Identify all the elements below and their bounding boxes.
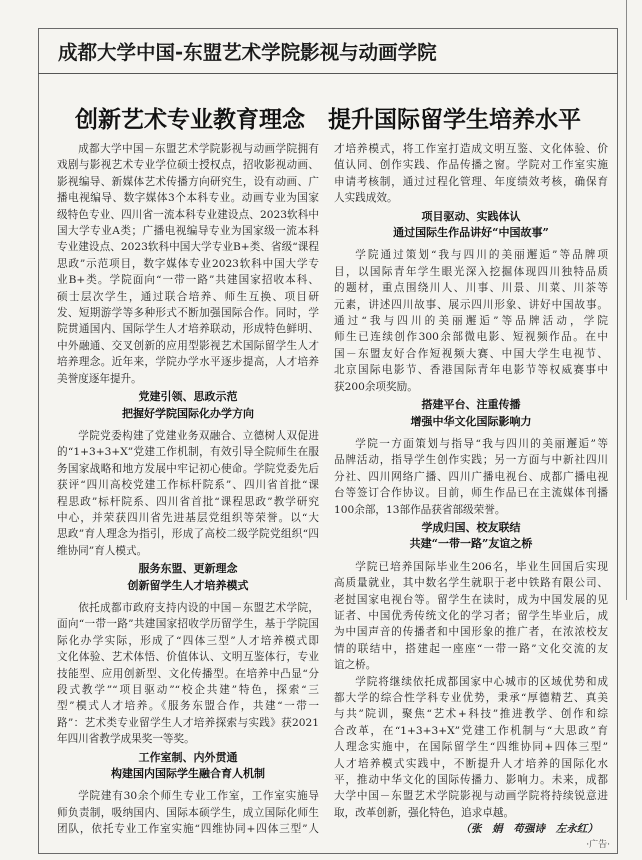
text-line: 硕士层次学生，通过联合培养、师生互换、项目研	[57, 290, 319, 303]
text-line: 师生已连续创作300余部微电影、短视频作品。在中	[334, 331, 608, 344]
text-line: 人实践成效。	[334, 192, 398, 205]
text-line: 思政”育人理念为指引，形成了高校二级学院党组织“四	[57, 528, 319, 541]
text-line: 成都大学中国－东盟艺术学院影视与动画学院拥有	[78, 143, 319, 155]
text-line: 合改革，在“1+3+3+X”党建工作机制与“大思政”育	[334, 724, 608, 737]
text-line: 师负责制，吸纳国内、国际本硕学生，成立国际化师生	[57, 806, 319, 819]
text-line: 台等签订合作协议。目前，师生作品已在主流媒体刊播	[334, 487, 608, 500]
subheading-kicker: 服务东盟、更新理念	[138, 562, 238, 576]
section-subheading	[334, 397, 608, 430]
text-line: 学院已培养国际毕业生206名，毕业生回国后实现	[355, 560, 608, 573]
text-line: 美誉度逐年提升。	[57, 372, 142, 385]
text-line: 院贯通国内、国际学生人才培养联动，形成特色鲜明、	[57, 323, 319, 336]
article-paragraph	[57, 141, 319, 387]
subheading-kicker: 党建引领、思政示范	[138, 390, 238, 404]
text-line: 中心，并荣获四川省先进基层党组织等荣誉。以“大	[57, 511, 319, 524]
text-line: 平，推动中华文化的国际传播力、影响力。未来，成都	[334, 774, 608, 787]
text-line: 才培养模式，将工作室打造成文明互鉴、文化体验、价	[334, 143, 608, 155]
section-subheading	[334, 209, 608, 242]
text-line: 际化办学实际，形成了“四体三型”人才培养模式即	[57, 634, 319, 647]
text-line: 老挝国家电视台等。留学生在读时，成为中国发展的见	[334, 593, 608, 606]
subheading-title: 增强中华文化国际影响力	[410, 414, 532, 428]
text-line: 都大学的综合性学科专业优势，秉承“厚德精艺、真美	[334, 692, 608, 704]
advertisement-label: ·广告·	[586, 840, 610, 850]
text-line: 谊之桥。	[334, 659, 377, 672]
section-subheading	[57, 389, 319, 422]
title-rule	[38, 73, 618, 74]
article-paragraph	[334, 674, 608, 822]
article-paragraph	[57, 788, 319, 837]
text-line: 100余部，13部作品获省部级荣誉。	[334, 503, 506, 516]
text-line: 为中国声音的传播者和中国形象的推广者，在浓浓校友	[334, 626, 608, 639]
text-line: 学院一方面策划与指导“我与四川的美丽邂逅”等	[355, 437, 608, 450]
text-line: 型”模式人才培养。《服务东盟合作，共建“一带一	[57, 700, 319, 713]
article-headline: 创新艺术专业教育理念 提升国际留学生培养水平	[75, 106, 581, 133]
article-paragraph	[334, 141, 608, 207]
author-byline: （张 娟 苟强诗 左永红）	[460, 823, 598, 836]
text-line: 获200余项奖励。	[334, 380, 418, 393]
text-line: 学院通过策划“我与四川的美丽邂逅”等品牌项	[355, 249, 608, 262]
left-column-text	[57, 141, 319, 838]
article-paragraph	[334, 436, 608, 518]
text-line: 程思政”标杆院系、四川省首批“课程思政”教学研究	[57, 495, 319, 508]
text-line: 维协同”育人模式。	[57, 544, 148, 557]
text-line: 国大学专业A类；广播电视编导专业为国家级一流本科	[57, 225, 319, 238]
text-line: 分社、四川网络广播、四川广播电视台、成都广播电视	[334, 470, 608, 483]
subheading-title: 把握好学院国际化办学方向	[122, 406, 254, 420]
right-column-text	[334, 141, 608, 821]
text-line: 的题材，重点围绕川人、川事、川景、川菜、川茶等	[334, 282, 608, 295]
text-line: 大学中国－东盟艺术学院影视与动画学院将持续锐意进	[334, 790, 608, 803]
section-subheading	[334, 520, 608, 553]
text-line: 品牌活动，指导学生创作实践；另一方面与中新社四川	[334, 454, 608, 467]
text-line: 文化体验、艺术体悟、价值体认、文明互鉴体行，专业	[57, 651, 319, 664]
text-line: 人才培养模式实践中，不断提升人才培养的国际化水	[334, 757, 608, 770]
text-line: 目，以国际青年学生眼光深入挖掘体现四川独特品质	[334, 265, 608, 278]
text-line: 播电视编导、数字媒体3个本科专业。动画专业为国家	[57, 192, 319, 205]
subheading-kicker: 学成归国、校友联结	[421, 520, 521, 534]
text-line: 与共”院训，聚焦“艺术+科技”推进教学、创作和综	[334, 708, 608, 721]
text-line: 中外融通、交叉创新的应用型影视艺术国际留学生人才	[57, 339, 319, 352]
text-line: 国－东盟友好合作短视频大赛、中国大学生电视节、	[334, 347, 608, 360]
text-line: 证者、中国优秀传统文化的学习者；留学生毕业后，成	[334, 609, 608, 622]
text-line: 发、短期游学等多种形式不断加强国际合作。同时，学	[57, 307, 319, 320]
text-line: 思政”示范项目，数字媒体专业2023软科中国大学专	[57, 257, 319, 270]
text-line: 学院党委构建了党建业务双融合、立德树人双促进	[78, 429, 319, 442]
text-line: 专业建设点、2023软科中国大学专业B+类、省级“课程	[57, 241, 319, 254]
text-line: 情的联结中，搭建起一座座“一带一路”文化交流的友	[334, 642, 608, 655]
text-line: 学院将继续依托成都国家中心城市的区域优势和成	[355, 675, 608, 688]
subheading-title: 通过国际生作品讲好“中国故事”	[393, 226, 549, 240]
text-line: 依托成都市政府支持内设的中国－东盟艺术学院，	[78, 601, 319, 614]
text-line: 学院建有30余个师生专业工作室，工作室实施导	[78, 790, 319, 803]
institution-title: 成都大学中国-东盟艺术学院影视与动画学院	[58, 41, 437, 64]
text-line: 取，改革创新，强化特色，追求卓越。	[334, 806, 515, 819]
subheading-title: 构建国内国际学生融合育人机制	[111, 767, 265, 781]
page-divider	[626, 0, 627, 600]
text-line: 元素，讲述四川故事、展示四川形象、讲好中国故事。	[334, 298, 608, 311]
right-column	[334, 141, 608, 838]
text-line: 值认同、创作实践、作品传播之窗。学院对工作室实施	[334, 159, 608, 172]
text-line: 路”：艺术类专业留学生人才培养探索与实践》获2021	[57, 716, 319, 729]
subheading-kicker: 项目驱动、实践体认	[421, 209, 521, 223]
text-line: 团队，依托专业工作室实施“四维协同+四体三型”人	[57, 823, 319, 836]
text-line: 面向“一带一路”共建国家招收学历留学生，基于学院国	[57, 618, 319, 631]
subheading-title: 创新留学生人才培养模式	[127, 578, 249, 592]
article-paragraph	[57, 428, 319, 559]
text-line: 技能型、应用创新型、文化传播型。在培养中凸显“分	[57, 667, 319, 680]
text-line: 北京国际电影节、香港国际青年电影节等权威赛事中	[334, 364, 608, 377]
text-line: 获评“四川高校党建工作标杆院系”、四川省首批“课	[57, 479, 319, 492]
text-line: 影视编导、新媒体艺术传播方向研究生，设有动画、广	[57, 175, 319, 188]
subheading-kicker: 搭建平台、注重传播	[421, 398, 521, 412]
text-line: 戏剧与影视艺术专业学位硕士授权点，招收影视动画、	[57, 159, 319, 172]
text-line: 高质量就业，其中数名学生就职于老中铁路有限公司、	[334, 577, 608, 590]
subheading-kicker: 工作室制、内外贯通	[138, 750, 238, 764]
text-line: 业B+类。学院面向“一带一路”共建国家招收本科、	[57, 274, 319, 287]
text-line: 段式教学”“项目驱动”“校企共建”特色，探索“三	[57, 684, 319, 696]
text-line: 通过“我与四川的美丽邂逅”等品牌活动，学院	[334, 315, 608, 328]
left-column	[57, 141, 319, 838]
text-line: 年四川省教学成果奖一等奖。	[57, 733, 195, 746]
article-paragraph	[334, 247, 608, 395]
text-line: 务国家战略和地方发展中牢记初心使命。学院党委先后	[57, 462, 319, 475]
article-paragraph	[334, 559, 608, 674]
text-line: 培养理念。近年来，学院办学水平逐步提高，人才培养	[57, 356, 319, 369]
text-line: 人理念实施中，在国际留学生“四维协同+四体三型”	[334, 741, 608, 754]
section-subheading	[57, 561, 319, 594]
text-line: 申请考核制，通过过程化管理、年度绩效考核，确保育	[334, 175, 608, 188]
subheading-title: 共建“一带一路”友谊之桥	[409, 537, 533, 551]
text-line: 级特色专业、四川省一流本科专业建设点、2023软科中	[57, 208, 319, 221]
article-paragraph	[57, 600, 319, 748]
section-subheading	[57, 750, 319, 783]
text-line: 的“1+3+3+X”党建工作机制，有效引导全院师生在服	[57, 446, 319, 459]
